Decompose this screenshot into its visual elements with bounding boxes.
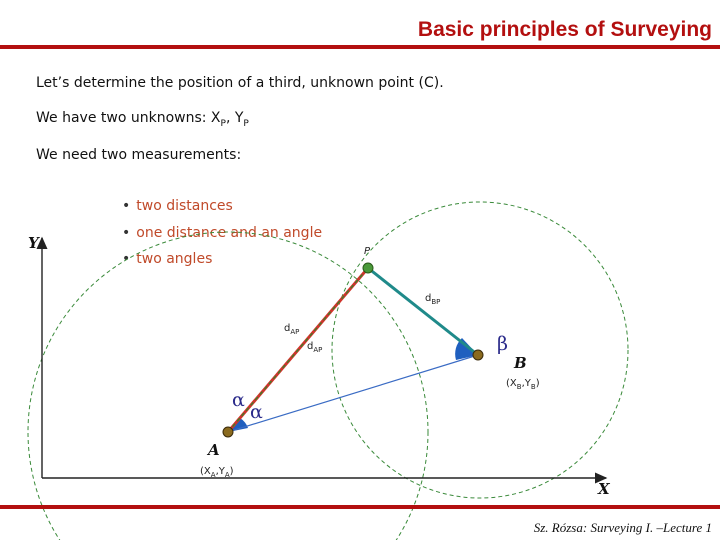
x-axis-label: X: [598, 480, 610, 498]
coord-b-label: $(X_B,Y_B)$: [506, 378, 540, 391]
bullet-two-distances: • two distances: [122, 198, 322, 225]
footer-rule: [0, 505, 720, 509]
point-p-label: P: [364, 246, 371, 257]
alpha-label-2: α: [250, 401, 263, 423]
line-bp: [368, 268, 478, 355]
bullet-two-angles: • two angles: [122, 251, 322, 278]
point-p-marker: [363, 263, 373, 273]
unknowns-text: We have two unknowns: $X_P$, $Y_P$: [36, 110, 249, 129]
point-b-marker: [473, 350, 483, 360]
alpha-label-1: α: [232, 389, 245, 411]
y-axis-label: Y: [28, 234, 39, 252]
line-ap-dashed: [228, 268, 368, 432]
measurements-text: We need two measurements:: [36, 147, 242, 163]
distance-ap-label-2: $d_{AP}$: [307, 341, 323, 354]
point-a-marker: [223, 427, 233, 437]
beta-label: β: [497, 333, 508, 355]
distance-bp-label: $d_{BP}$: [425, 293, 441, 306]
baseline-ab: [228, 355, 478, 432]
point-a-label: A: [208, 441, 220, 459]
circle-around-a: [28, 232, 428, 540]
slide-title: Basic principles of Surveying: [417, 18, 712, 41]
point-b-label: B: [514, 354, 527, 372]
footer-credit: Sz. Rózsa: Surveying I. –Lecture 1: [533, 520, 712, 535]
coord-a-label: $(X_A,Y_A)$: [200, 466, 234, 479]
intro-text: Let’s determine the position of a third, unknown point (C).: [36, 75, 444, 91]
distance-ap-label-1: $d_{AP}$: [284, 323, 300, 336]
bullet-distance-angle: • one distance and an angle: [122, 225, 322, 252]
